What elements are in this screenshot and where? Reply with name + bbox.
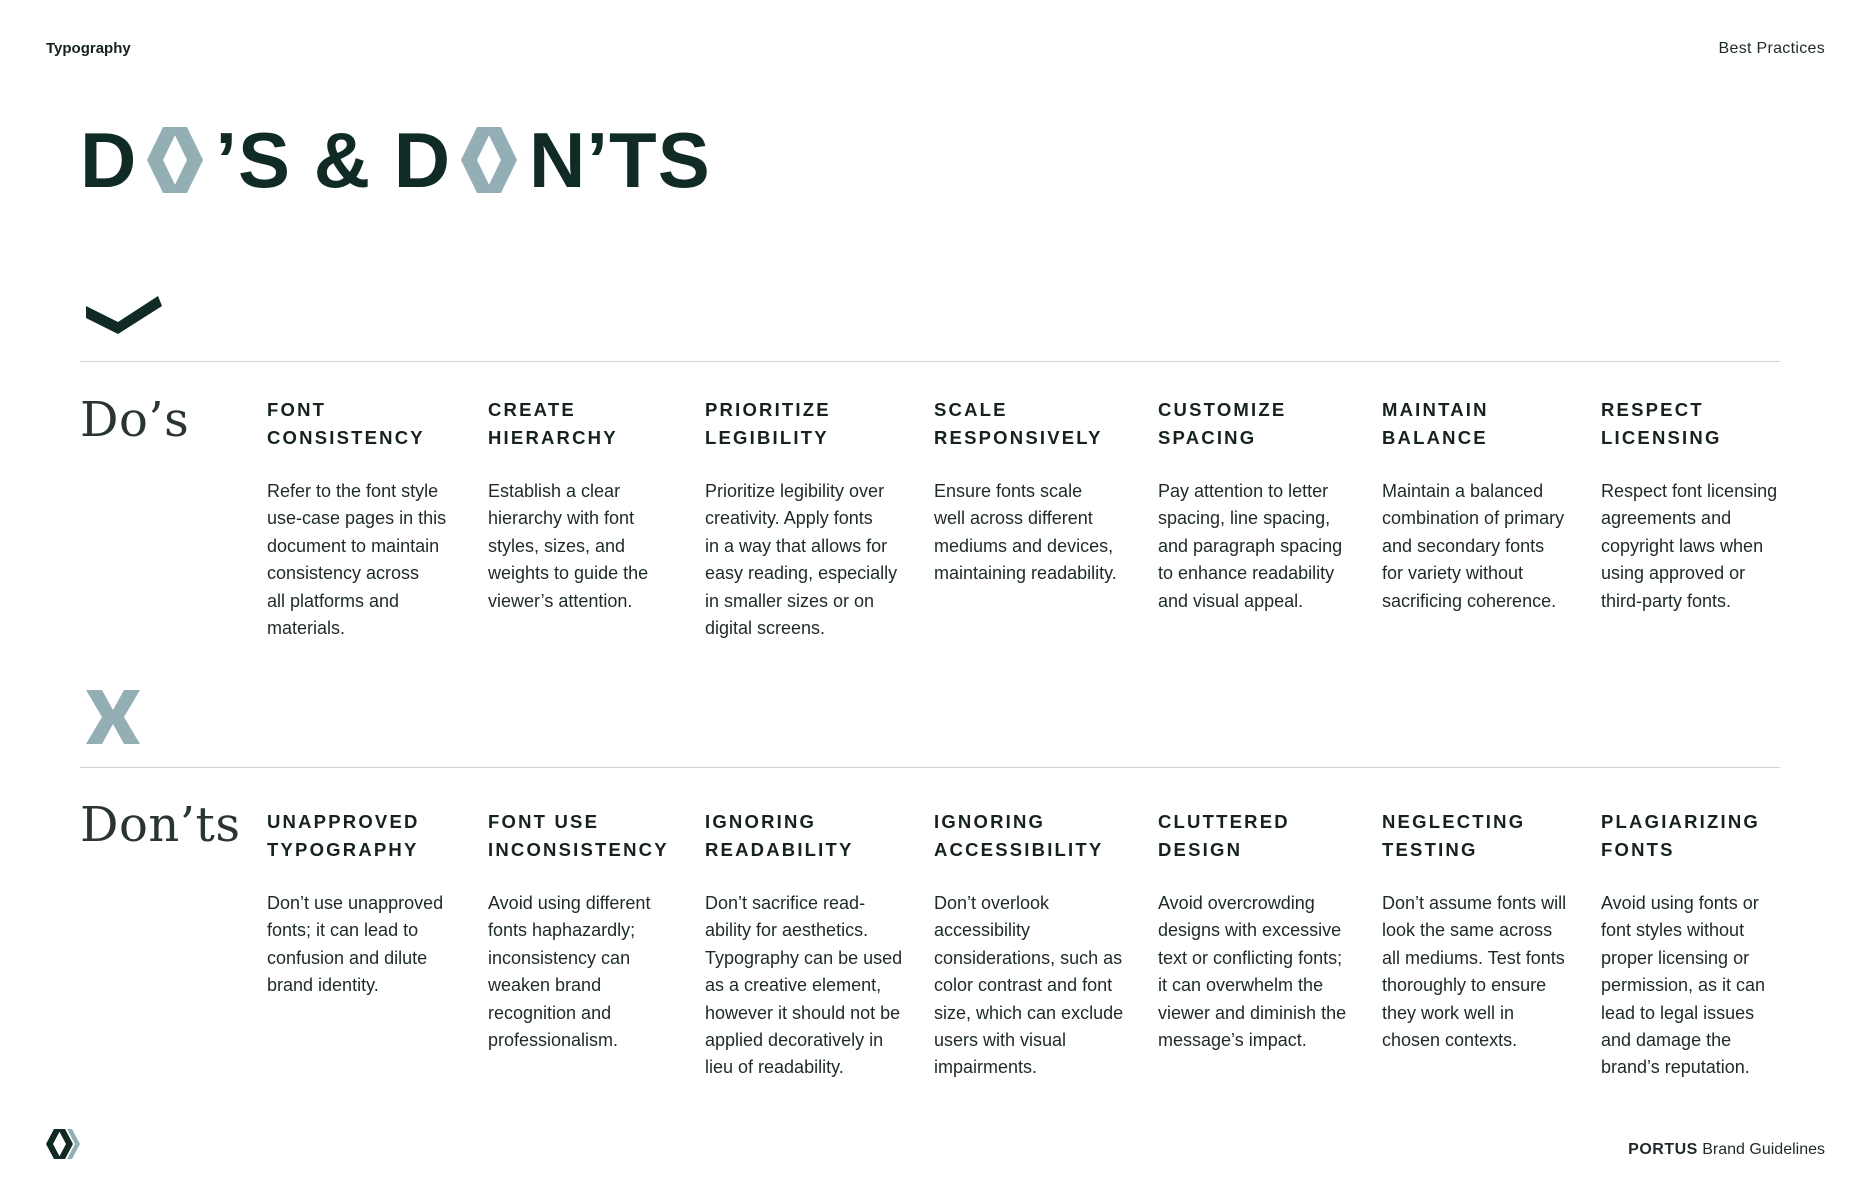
donts-item — [488, 808, 693, 1054]
chevron-brackets-icon — [453, 123, 525, 197]
brand-name: PORTUS — [1628, 1141, 1698, 1158]
dos-item-body: Maintain a balanced combination of primary and secondary fonts for variety without sacrificing coherence. — [1382, 481, 1565, 611]
dos-item — [1382, 396, 1587, 615]
dos-label: Do’s — [80, 392, 190, 448]
donts-item-heading: IGNORING READABILITY — [705, 811, 854, 860]
donts-item-body: Don’t assume fonts will look the same across all mediums. Test fonts thoroughly to ensure they work well in chosen contexts. — [1382, 893, 1567, 1051]
dos-item — [488, 396, 693, 615]
donts-item-body: Avoid overcrowding designs with excessive text or conflicting fonts; it can overwhelm the viewer and diminish the message’s impact. — [1158, 893, 1347, 1051]
dos-item-body: Establish a clear hierarchy with font styles, sizes, and weights to guide the viewer’s attention. — [488, 481, 649, 611]
donts-item-heading: NEGLECTING TESTING — [1382, 811, 1526, 860]
dos-item-heading: RESPECT LICENSING — [1601, 399, 1722, 448]
title-part-2: ’S & D — [215, 116, 452, 204]
page-title — [80, 118, 711, 202]
donts-item-heading: PLAGIARIZING FONTS — [1601, 811, 1760, 860]
dos-item-heading: CREATE HIERARCHY — [488, 399, 618, 448]
dos-item-body: Prioritize legibility over creativity. Apply fonts in a way that allows for easy reading, especially in smaller sizes or on digital screens. — [705, 481, 898, 639]
donts-item-body: Avoid using different fonts haphazardly; inconsistency can weaken brand recognition and professionalism. — [488, 893, 651, 1051]
donts-item — [1382, 808, 1587, 1054]
check-icon — [84, 290, 164, 338]
dos-item — [1601, 396, 1823, 615]
footer-brand — [1628, 1141, 1825, 1159]
donts-item — [1158, 808, 1363, 1054]
donts-item — [267, 808, 472, 1000]
dos-item — [934, 396, 1139, 588]
dos-item-heading: PRIORITIZE LEGIBILITY — [705, 399, 831, 448]
dos-item-body: Refer to the font style use-case pages in this document to maintain consistency across all platforms and materials. — [267, 481, 447, 639]
dos-item-heading: FONT CONSISTENCY — [267, 399, 425, 448]
donts-item — [934, 808, 1139, 1082]
donts-divider — [80, 767, 1780, 768]
donts-item-heading: IGNORING ACCESSIBILITY — [934, 811, 1104, 860]
portus-logo-icon — [44, 1128, 80, 1160]
dos-item-heading: CUSTOMIZE SPACING — [1158, 399, 1287, 448]
dos-item — [705, 396, 920, 642]
dos-item — [267, 396, 472, 642]
donts-item-body: Don’t overlook accessibility considerations, such as color contrast and font size, which can exclude users with visual impairments. — [934, 893, 1124, 1078]
donts-item-heading: CLUTTERED DESIGN — [1158, 811, 1290, 860]
donts-item — [705, 808, 920, 1082]
donts-item-body: Avoid using fonts or font styles without proper licensing or permission, as it can lead to legal issues and damage the brand’s reputation. — [1601, 893, 1766, 1078]
donts-item-heading: FONT USE INCONSISTENCY — [488, 811, 669, 860]
donts-item-heading: UNAPPROVED TYPOGRAPHY — [267, 811, 420, 860]
dos-item-body: Respect font licensing agreements and copyright laws when using approved or third-party fonts. — [1601, 481, 1778, 611]
category-name: Best Practices — [1718, 40, 1825, 57]
title-part-3: N’TS — [529, 116, 711, 204]
donts-item — [1601, 808, 1823, 1082]
dos-item-body: Ensure fonts scale well across different mediums and devices, maintaining readability. — [934, 481, 1117, 584]
cross-icon — [84, 688, 142, 746]
dos-item — [1158, 396, 1363, 615]
donts-item-body: Don’t use unapproved fonts; it can lead to confusion and dilute brand identity. — [267, 893, 444, 996]
dos-item-heading: SCALE RESPONSIVELY — [934, 399, 1103, 448]
chevron-brackets-icon — [139, 123, 211, 197]
title-part-1: D — [80, 116, 138, 204]
section-name: Typography — [46, 40, 131, 57]
dos-item-body: Pay attention to letter spacing, line spacing, and paragraph spacing to enhance readability and visual appeal. — [1158, 481, 1343, 611]
donts-item-body: Don’t sacrifice read- ability for aesthetics. Typography can be used as a creative element, however it should not be applied decoratively in lieu of readability. — [705, 893, 903, 1078]
dos-divider — [80, 361, 1780, 362]
dos-item-heading: MAINTAIN BALANCE — [1382, 399, 1489, 448]
brand-suffix: Brand Guidelines — [1697, 1141, 1825, 1158]
donts-label: Don’ts — [80, 797, 241, 853]
